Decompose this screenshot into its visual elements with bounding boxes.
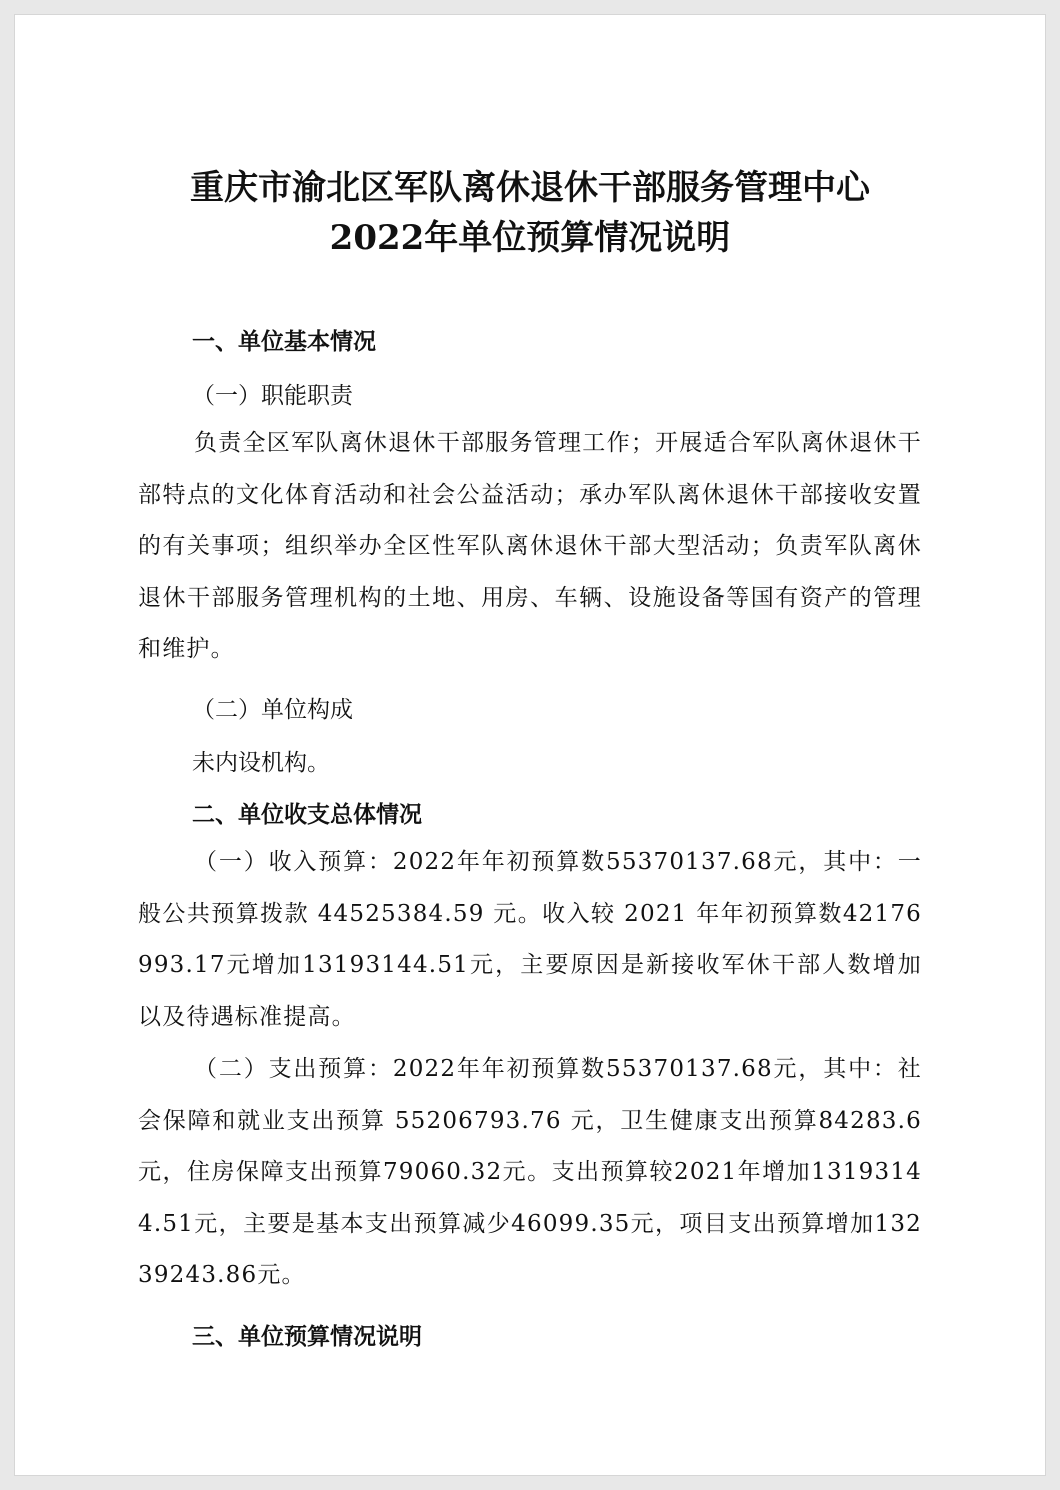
section1-sub1-heading: （一）职能职责 [192, 383, 353, 409]
expense-paragraph: （二）支出预算：2022年年初预算数55370137.68元，其中：社会保障和就业支出预算 55206793.76 元，卫生健康支出预算84283.6元，住房保障支出预算79060.32元。支出预算较2021年增加13193144.51元，主要是基本支出预算减少46099.35元，项目支出预算增加13239243.86元。 [138, 1056, 922, 1288]
section3-heading: 三、单位预算情况说明 [192, 1324, 422, 1350]
income-paragraph: （一）收入预算：2022年年初预算数55370137.68元，其中：一般公共预算拨款 44525384.59 元。收入较 2021 年年初预算数42176993.17元增加13193144.51元，主要原因是新接收军休干部人数增加以及待遇标准提高。 [138, 849, 922, 1030]
section1-heading: 一、单位基本情况 [192, 329, 376, 355]
duties-paragraph: 负责全区军队离休退休干部服务管理工作；开展适合军队离休退休干部特点的文化体育活动和社会公益活动；承办军队离休退休干部接收安置的有关事项；组织举办全区性军队离休退休干部大型活动；负责军队离休退休干部服务管理机构的土地、用房、车辆、设施设备等国有资产的管理和维护。 [138, 430, 922, 662]
composition-text: 未内设机构。 [192, 750, 330, 776]
section2-heading: 二、单位收支总体情况 [192, 802, 422, 828]
document-title-line1: 重庆市渝北区军队离休退休干部服务管理中心 [190, 168, 870, 208]
document-title-line2: 2022年单位预算情况说明 [329, 218, 731, 258]
section1-sub2-heading: （二）单位构成 [192, 697, 353, 723]
